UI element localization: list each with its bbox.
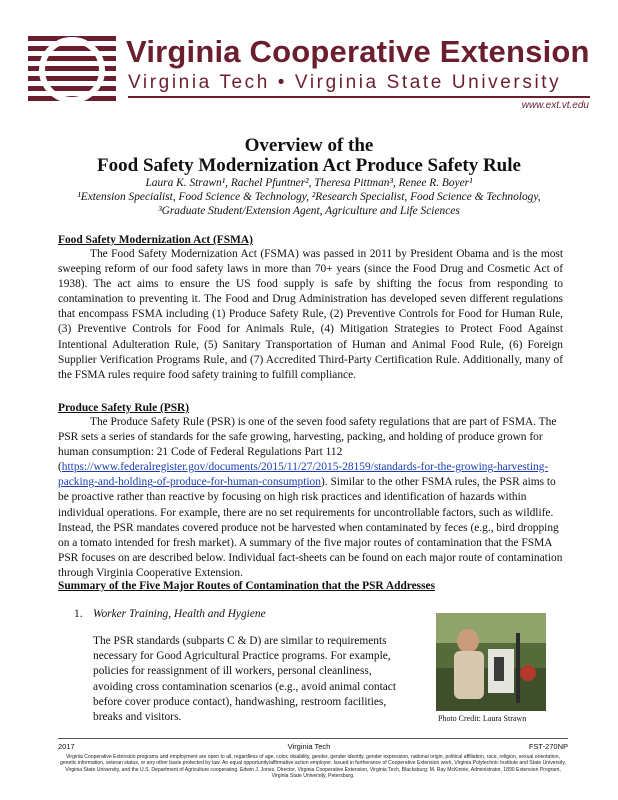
section-text-psr bbox=[58, 415, 563, 581]
footer-divider bbox=[58, 738, 568, 739]
federal-register-link[interactable]: https://www.federalregister.gov/documents/2015/11/27/2015-28159/standards-for-the-growing-harvesting-packing-and-holding-of-produce-for-human-consumption bbox=[58, 461, 549, 489]
vce-logo-mark-icon bbox=[28, 30, 116, 108]
list-number: 1. bbox=[74, 608, 83, 620]
psr-text-after: ). Similar to the other FSMA rules, the PSR aims to be proactive rather than reactive by focusing on high risk practices and identification of hazards within individual operations. For example, there are no set requirements for uncontrollable factors, such as wildlife. Instead, the PSR mandates covered produce not be harvested when contaminated by feces (e.g., bird dropping on a tomato intended for fresh market). A summary of the five major routes of contamination that the FSMA PSR focuses on are described below. Individual fact-sheets can be found on each major route of contamination through Virginia Cooperative Extension. bbox=[58, 476, 563, 579]
section-heading-fsma: Food Safety Modernization Act (FSMA) bbox=[58, 234, 253, 246]
logo-divider bbox=[128, 96, 590, 98]
vce-logo bbox=[28, 30, 593, 110]
author-affiliation-2: ³Graduate Student/Extension Agent, Agriculture and Life Sciences bbox=[158, 205, 460, 217]
list-item-title: Worker Training, Health and Hygiene bbox=[93, 608, 266, 620]
section-heading-routes: Summary of the Five Major Routes of Contamination that the PSR Addresses bbox=[58, 580, 436, 592]
website-url[interactable]: www.ext.vt.edu bbox=[521, 100, 589, 111]
photo-caption: Photo Credit: Laura Strawn bbox=[438, 714, 527, 723]
title-line2: Food Safety Modernization Act Produce Safety Rule bbox=[97, 155, 521, 176]
author-names: Laura K. Strawn¹, Rachel Pfuntner², Theresa Pittman³, Renee R. Boyer¹ bbox=[145, 177, 473, 189]
section-text-fsma: The Food Safety Modernization Act (FSMA) was passed in 2011 by President Obama and is the most sweeping reform of our food safety laws in more than 70+ years (since the Food Drug and Cosmetic Act of 1938). The act aims to ensure the US food supply is safe by shifting the focus from responding to contamination to preventing it. The Food and Drug Administration has developed seven different regulations that encompass FSMA including (1) Produce Safety Rule, (2) Preventive Controls for Food for Human Rule, (3) Preventive Controls for Food for Animals Rule, (4) Mitigation Strategies to Protect Food Against Intentional Adulteration Rule, (5) Sanitary Transportation of Human and Animal Food Rule, (6) Foreign Supplier Verification Programs Rule, and (7) Accredited Third-Party Certification Rule. Additionally, many of the FSMA rules require food safety training to fulfill compliance. bbox=[58, 248, 563, 381]
footer-year: 2017 bbox=[58, 742, 75, 751]
title-line1: Overview of the bbox=[244, 135, 374, 156]
list-item-text: The PSR standards (subparts C & D) are similar to requirements necessary for Good Agricultural Practice programs. For example, policies for reassignment of ill workers, personal cleanliness, avoiding cross contamination scenarios (e.g., avoid animal contact before cover produce contact), handwashing, restroom facilities, breaks and visitors. bbox=[93, 635, 397, 724]
psr-text-before: The Produce Safety Rule (PSR) is one of the seven food safety regulations that are part of FSMA. The PSR sets a series of standards for the safe growing, harvesting, packing, and holding of produce grown for human consumption: 21 Code of Federal Regulations Part 112 ( bbox=[58, 416, 557, 474]
author-affiliation-1: ¹Extension Specialist, Food Science & Technology, ²Research Specialist, Food Science & Technology, bbox=[77, 191, 541, 203]
universities: Virginia Tech • Virginia State University bbox=[128, 72, 562, 93]
footer-center: Virginia Tech bbox=[287, 742, 331, 751]
worker-photo bbox=[436, 613, 546, 711]
footer-disclaimer: Virginia Cooperative Extension programs and employment are open to all, regardless of age, color, disability, gender, gender identity, gender expression, national origin, political affiliation, race, religion, sexual orientation, genetic information, veteran status, or any other basis protected by law. An equal opportunity/affirmative action employer. Issued in furtherance of Cooperative Extension work, Virginia Polytechnic Institute and State University, Virginia State University, and the U.S. Department of Agriculture cooperating. Edwin J. Jones, Director, Virginia Cooperative Extension, Virginia Tech, Blacksburg; M. Ray McKinnie, Administrator, 1890 Extension Program, Virginia State University, Petersburg. bbox=[60, 754, 566, 779]
section-heading-psr: Produce Safety Rule (PSR) bbox=[58, 402, 190, 414]
org-name: Virginia Cooperative Extension bbox=[126, 34, 590, 69]
worker-photo-image bbox=[436, 613, 546, 711]
footer-code: FST-270NP bbox=[528, 742, 568, 751]
